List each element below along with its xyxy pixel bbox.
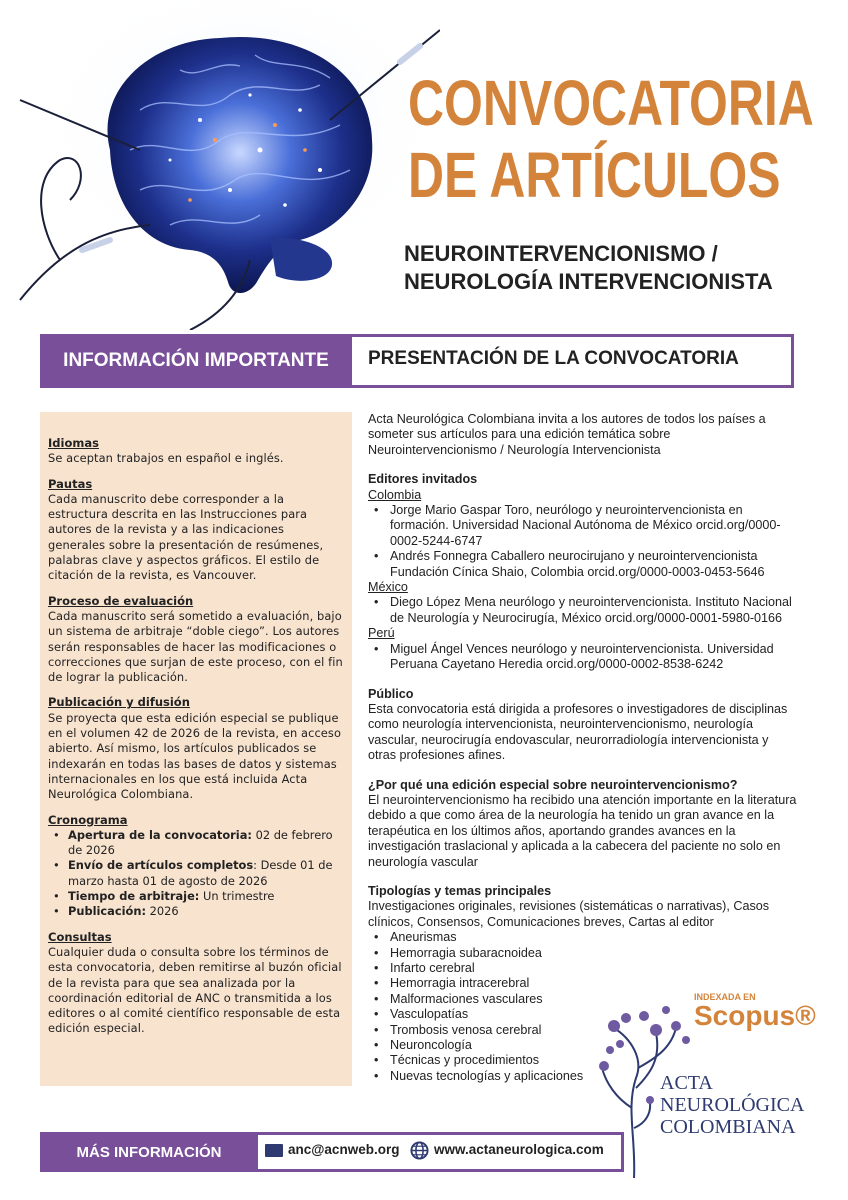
subtitle-line-2: NEUROLOGÍA INTERVENCIONISTA bbox=[404, 269, 773, 294]
country-mexico: México bbox=[368, 580, 408, 595]
editores-heading: Editores invitados bbox=[368, 472, 478, 487]
editors-list-colombia bbox=[368, 503, 798, 580]
tipologias-text: Investigaciones originales, revisiones (sistemáticas o narrativas), Casos clínicos, Consensos, Comunicaciones breves, Cartas al editor bbox=[368, 899, 770, 929]
journal-name-line-1: ACTA bbox=[660, 1072, 713, 1094]
subtitle-line-1: NEUROINTERVENCIONISMO / bbox=[404, 241, 718, 266]
tema-item: • Hemorragia intracerebral bbox=[368, 976, 798, 991]
tema-item: • Aneurismas bbox=[368, 930, 798, 945]
globe-icon bbox=[410, 1141, 429, 1160]
idiomas-heading: Idiomas bbox=[48, 436, 99, 450]
scopus-logo: Scopus® bbox=[694, 1000, 816, 1031]
country-colombia: Colombia bbox=[368, 487, 422, 502]
evaluacion-heading: Proceso de evaluación bbox=[48, 593, 194, 608]
cronograma-item: • Apertura de la convocatoria: 02 de febrero de 2026 bbox=[48, 828, 344, 859]
tema-item: • Malformaciones vasculares bbox=[368, 992, 798, 1007]
editor-item: • Diego López Mena neurólogo y neurointervencionista. Instituto Nacional de Neurología y Neurocirugía, México orcid.org/0000-0001-5980-0166 bbox=[368, 595, 798, 626]
country-peru: Perú bbox=[368, 626, 395, 641]
info-panel bbox=[40, 412, 352, 1086]
email-link[interactable]: anc@acnweb.org bbox=[288, 1142, 400, 1157]
subtitle bbox=[404, 240, 773, 296]
brain-illustration bbox=[0, 0, 440, 330]
tema-item: • Vasculopatías bbox=[368, 1007, 798, 1022]
website-link[interactable]: www.actaneurologica.com bbox=[434, 1142, 604, 1157]
tema-item: • Nuevas tecnologías y aplicaciones bbox=[368, 1069, 798, 1084]
pautas-heading: Pautas bbox=[48, 476, 93, 491]
info-header: INFORMACIÓN IMPORTANTE bbox=[40, 334, 352, 388]
presentation-content bbox=[368, 412, 798, 1084]
cronograma-item: • Publicación: 2026 bbox=[48, 904, 344, 919]
main-title-line-2: DE ARTÍCULOS bbox=[408, 139, 781, 211]
tema-item: • Neuroncología bbox=[368, 1038, 798, 1053]
more-info-label: MÁS INFORMACIÓN bbox=[40, 1132, 258, 1172]
editor-item: • Andrés Fonnegra Caballero neurocirujano y neurointervencionista Fundación Cínica Shaio, Colombia orcid.org/0000-0003-0453-5646 bbox=[368, 549, 798, 580]
idiomas-text: Se aceptan trabajos en español e inglés. bbox=[48, 451, 284, 466]
cronograma-list bbox=[48, 828, 344, 920]
porque-text: El neurointervencionismo ha recibido una atención importante en la literatura debido a que como área de la neurología ha tenido un gran avance en la terapéutica en los últimos años, aportando grandes avances en la investigación traslacional y aplicada a la cabecera del paciente no solo en neurología vascular bbox=[368, 792, 797, 869]
indexada-label: INDEXADA EN bbox=[694, 992, 756, 1002]
main-title-line-1: CONVOCATORIA bbox=[408, 67, 814, 139]
cronograma-heading: Cronograma bbox=[48, 812, 128, 827]
consultas-text: Cualquier duda o consulta sobre los términos de esta convocatoria, deben remitirse al buzón oficial de la revista para que sea analizada por la coordinación editorial de ANC o transmitida a los editores o al comité científico responsable de esta edición especial. bbox=[48, 944, 342, 1036]
editors-list-mexico bbox=[368, 595, 798, 626]
editor-item: • Miguel Ángel Vences neurólogo y neurointervencionista. Universidad Peruana Cayetano Heredia orcid.org/0000-0002-8538-6242 bbox=[368, 642, 798, 673]
publicacion-text: Se proyecta que esta edición especial se publique en el volumen 42 de 2026 de la revista, en acceso abierto. Así mismo, los artículos publicados se indexarán en todas las bases de datos y sistemas internacionales en los que está incluida Acta Neurológica Colombiana. bbox=[48, 710, 342, 802]
consultas-heading: Consultas bbox=[48, 929, 112, 944]
cronograma-item: • Tiempo de arbitraje: Un trimestre bbox=[48, 889, 344, 904]
presentation-header: PRESENTACIÓN DE LA CONVOCATORIA bbox=[368, 348, 739, 369]
tema-item: • Trombosis venosa cerebral bbox=[368, 1023, 798, 1038]
journal-name bbox=[660, 1072, 804, 1138]
cronograma-item: • Envío de artículos completos: Desde 01 de marzo hasta 01 de agosto de 2026 bbox=[48, 858, 344, 889]
tipologias-heading: Tipologías y temas principales bbox=[368, 883, 552, 898]
mail-icon bbox=[265, 1144, 283, 1157]
evaluacion-text: Cada manuscrito será sometido a evaluación, bajo un sistema de arbitraje “doble ciego”. Los autores serán responsables de hacer las modificaciones o correcciones que surjan de este proceso, con el fin de lograr la publicación. bbox=[48, 608, 343, 685]
tema-item: • Infarto cerebral bbox=[368, 961, 798, 976]
intro-text: Acta Neurológica Colombiana invita a los autores de todos los países a someter sus artículos para una edición temática sobre Neurointervencionismo / Neurología Intervencionista bbox=[368, 412, 766, 457]
editor-item: • Jorge Mario Gaspar Toro, neurólogo y neurointervencionista en formación. Universidad Nacional Autónoma de México orcid.org/0000-0002-5244-6747 bbox=[368, 503, 798, 549]
journal-name-line-2: NEUROLÓGICA bbox=[660, 1094, 805, 1116]
publico-text: Esta convocatoria está dirigida a profesores o investigadores de disciplinas como neurología intervencionista, neurointervencionismo, neurología vascular, neurocirugía endovascular, neurorradiología intervencionista y otras profesiones afines. bbox=[368, 701, 788, 763]
pautas-text: Cada manuscrito debe corresponder a la estructura descrita en las Instrucciones para autores de la revista y a las indicaciones generales sobre la presentación de resúmenes, palabras clave y aspectos gráficos. El estilo de citación de la revista, es Vancouver. bbox=[48, 491, 324, 583]
journal-name-line-3: COLOMBIANA bbox=[660, 1116, 796, 1138]
tema-item: • Hemorragia subaracnoidea bbox=[368, 946, 798, 961]
publico-heading: Público bbox=[368, 686, 414, 701]
porque-heading: ¿Por qué una edición especial sobre neurointervencionismo? bbox=[368, 777, 738, 792]
tema-item: • Técnicas y procedimientos bbox=[368, 1053, 798, 1068]
editors-list-peru bbox=[368, 642, 798, 673]
publicacion-heading: Publicación y difusión bbox=[48, 695, 190, 710]
